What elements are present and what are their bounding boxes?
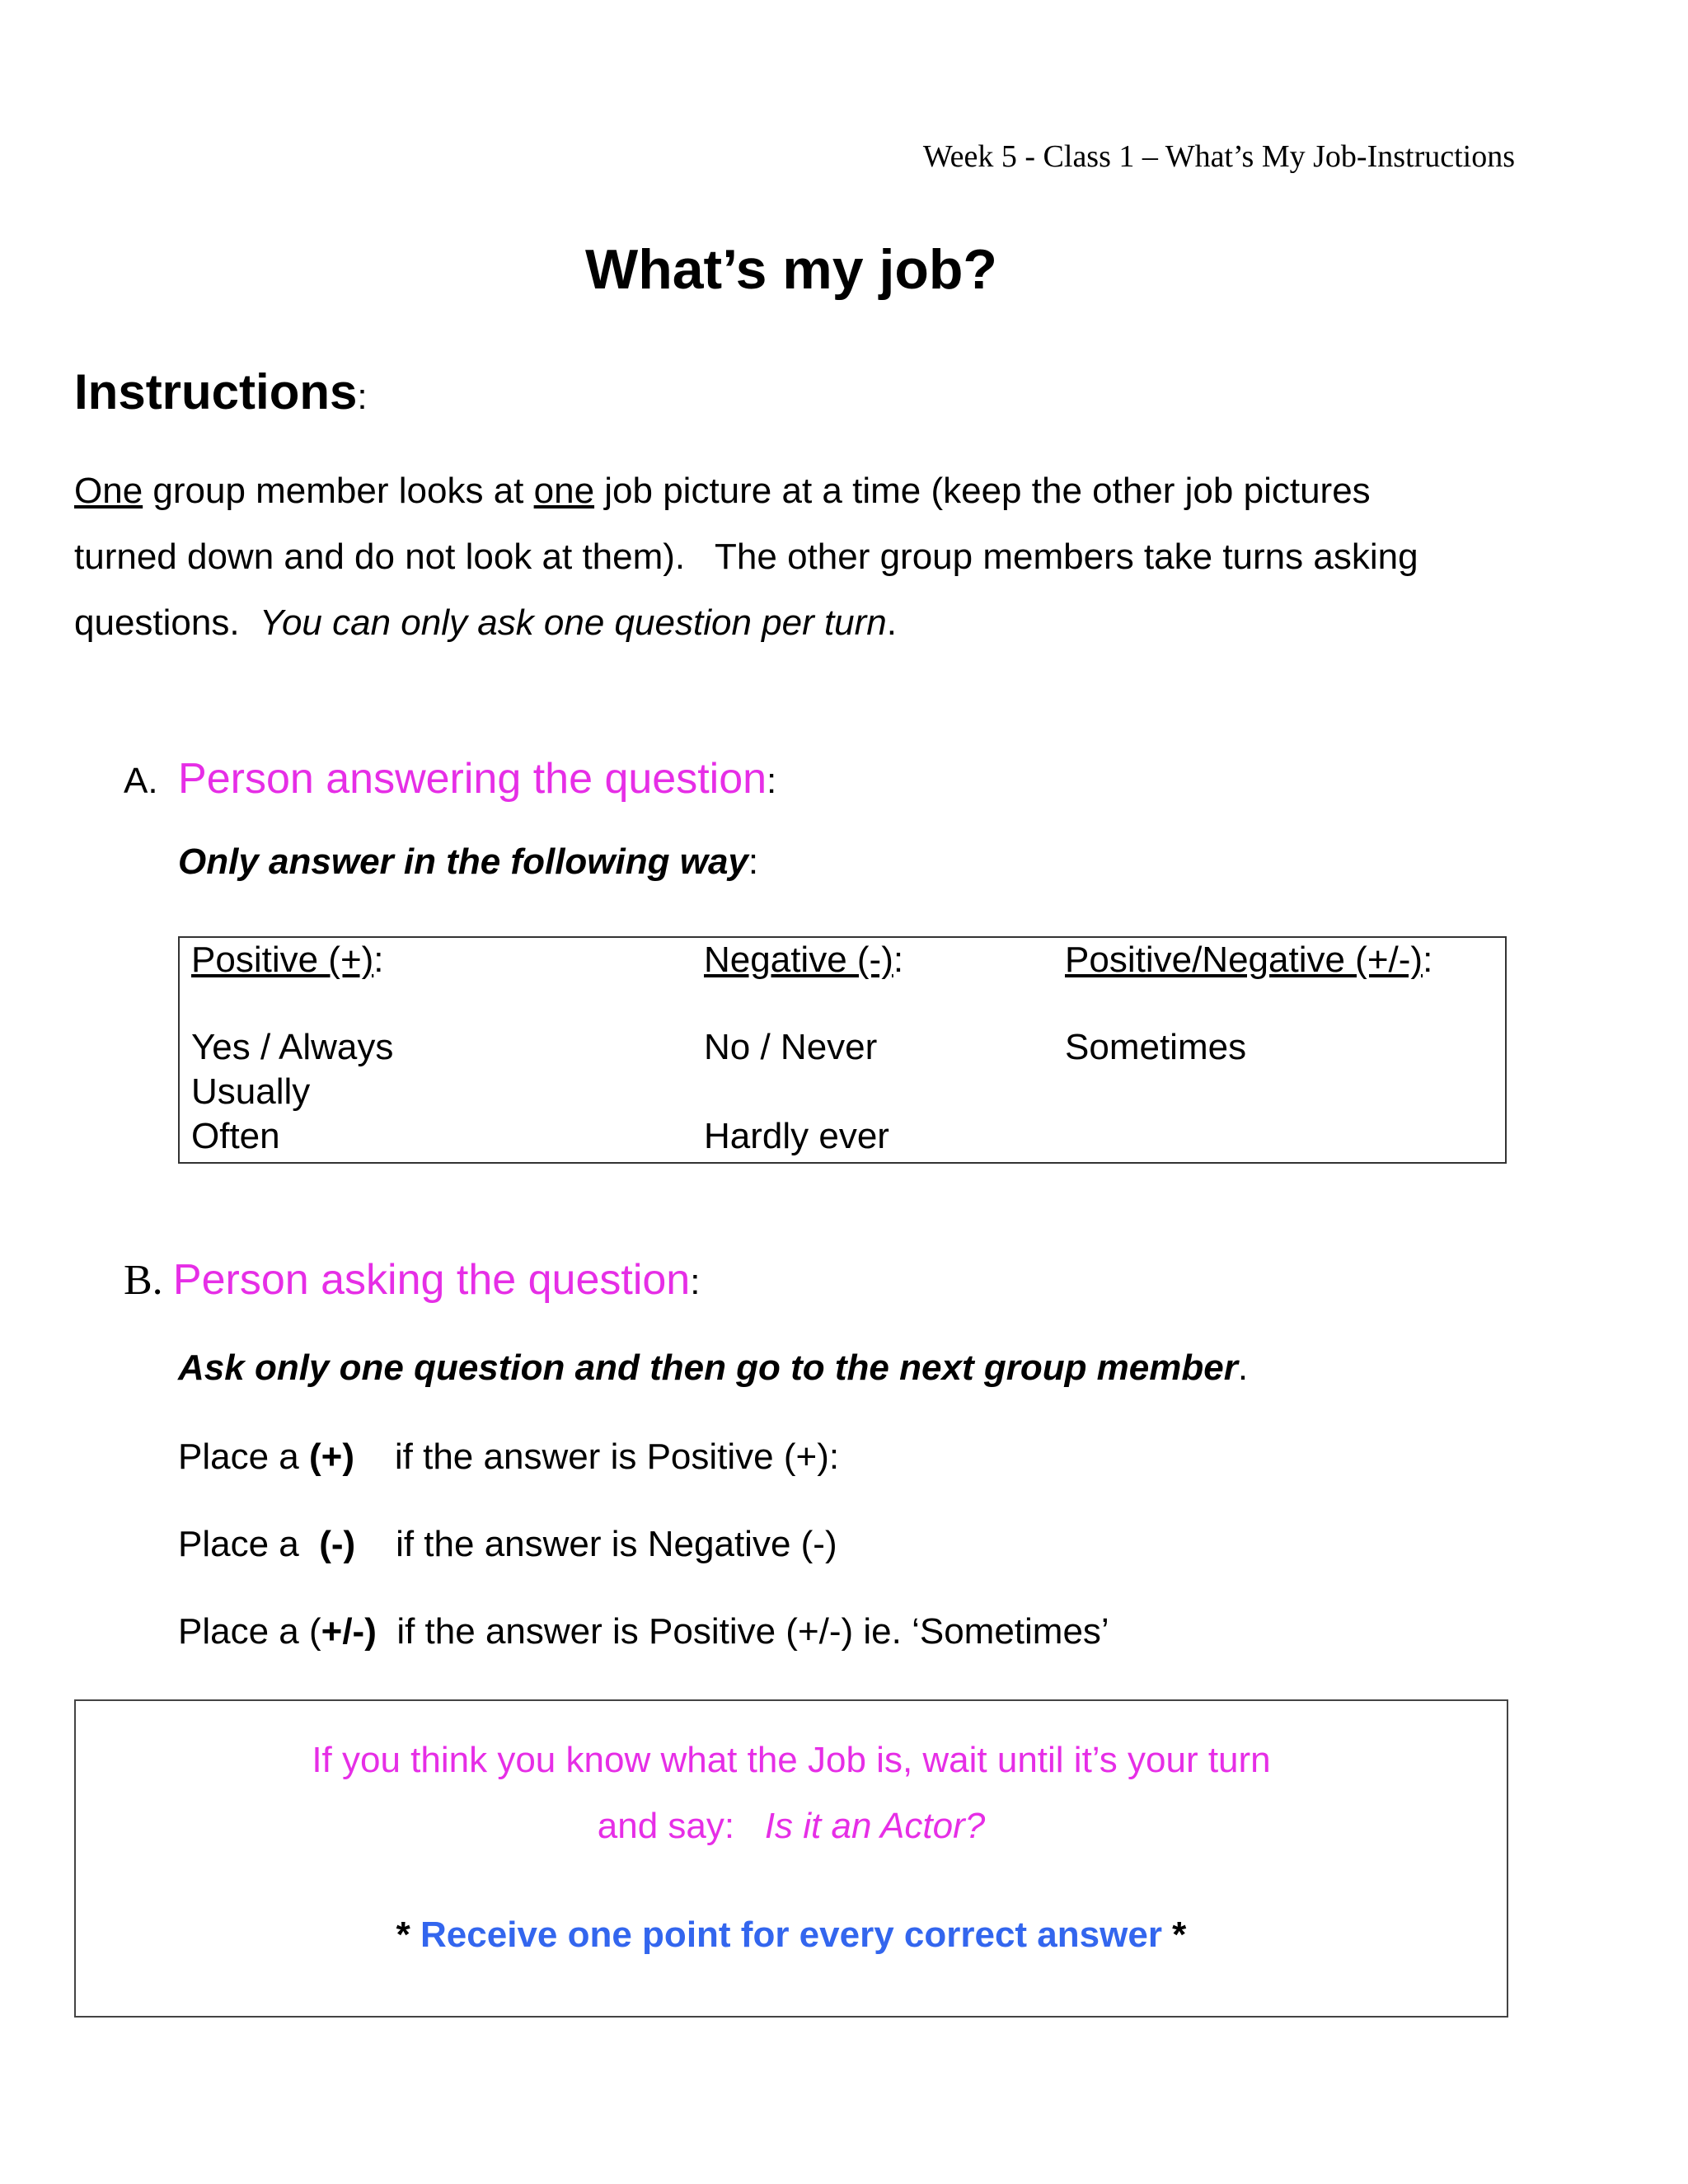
instructions-heading-colon: : [357,377,368,417]
column-header [704,938,903,982]
answer-item [704,1070,903,1114]
intro-period: . [886,602,898,643]
intro-one-1: One [74,471,143,511]
page-title: What’s my job? [585,238,997,301]
header-note: Week 5 - Class 1 – What’s My Job-Instructions [922,139,1515,174]
section-a-heading [124,750,776,810]
column-header-colon: : [373,940,384,980]
intro-line-1 [74,458,1550,524]
answer-item: Sometimes [1065,1027,1247,1067]
answer-item: Often [191,1116,280,1156]
intro-one-2: one [533,471,595,511]
place-row-symbol: +/-) [321,1611,377,1652]
place-row-mixed [178,1607,1109,1657]
points-star-right: * [1161,1915,1187,1955]
section-b-heading [124,1251,700,1311]
instructions-heading-text: Instructions [74,364,358,419]
column-header-text: Negative (-) [704,940,893,980]
points-text: Receive one point for every correct answer [420,1915,1162,1955]
place-row-suffix: if the answer is Positive (+/-) ie. ‘Sometimes’ [376,1611,1109,1652]
place-row-prefix: Place a [178,1524,320,1564]
answer-item: No / Never [704,1027,878,1067]
section-b-letter: B. [124,1257,163,1304]
instructions-paragraph [74,458,1550,656]
instructions-heading [74,359,368,430]
section-a-subheading-colon: : [748,841,759,882]
guess-note-box [74,1699,1508,2018]
place-row-prefix: Place a ( [178,1611,321,1652]
intro-line-2: turned down and do not look at them). The other group members take turns asking [74,537,1418,577]
note-points-line [76,1910,1507,1960]
answer-column-mixed [1065,938,1432,1070]
answer-column-negative [704,938,903,1159]
points-star-left: * [396,1915,421,1955]
note-line-2 [76,1802,1507,1851]
column-header-text: Positive/Negative (+/-) [1065,940,1423,980]
intro-line-3 [74,590,1550,656]
place-row-suffix: if the answer is Positive (+): [354,1436,840,1477]
note-line-1: If you think you know what the Job is, wait until it’s your turn [312,1740,1271,1780]
answer-column-positive [191,938,393,1159]
intro-text-3: questions. [74,602,260,643]
section-a-letter: A. [124,761,158,801]
intro-rule: You can only ask one question per turn [260,602,887,643]
place-row-negative [178,1520,837,1569]
intro-text-2: job picture at a time (keep the other job pictures [594,471,1371,511]
place-row-symbol: (+) [308,1436,354,1477]
place-row-suffix: if the answer is Negative (-) [355,1524,837,1564]
answer-item: Yes / Always [191,1027,394,1067]
column-header [191,938,393,982]
place-row-prefix: Place a [178,1436,309,1477]
section-b-colon: : [690,1262,701,1302]
section-a-subheading [178,837,758,887]
column-header-colon: : [1423,940,1433,980]
place-row-symbol: (-) [319,1524,356,1564]
answer-item: Usually [191,1071,311,1112]
column-header-colon: : [893,940,904,980]
intro-text-1: group member looks at [143,471,534,511]
column-header-text: Positive (+) [191,940,374,980]
section-b-subheading-text: Ask only one question and then go to the next group member [178,1347,1238,1388]
section-a-subheading-text: Only answer in the following way [178,841,748,882]
note-example-question: Is it an Actor? [764,1806,986,1846]
answer-item: Hardly ever [704,1116,889,1156]
note-and-say: and say: [597,1806,765,1846]
place-row-positive [178,1432,839,1482]
section-a-colon: : [767,761,777,801]
section-b-subheading-end: . [1237,1347,1249,1388]
section-a-title: Person answering the question [178,755,767,803]
answer-table [178,936,1507,1164]
column-header [1065,938,1432,982]
section-b-title: Person asking the question [172,1256,691,1304]
section-b-subheading [178,1343,1248,1393]
